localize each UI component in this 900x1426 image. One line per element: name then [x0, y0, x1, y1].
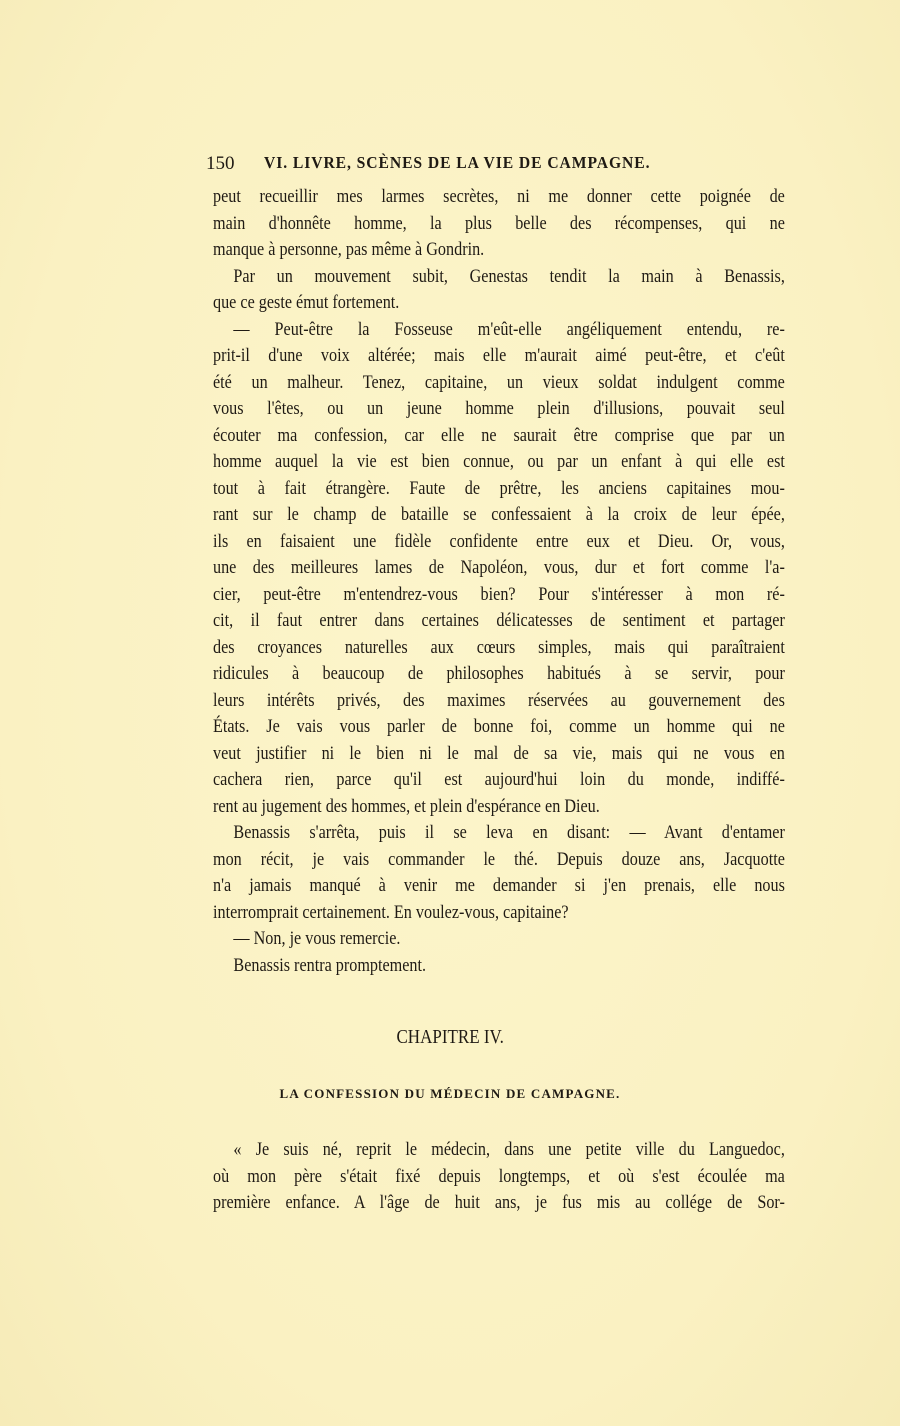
line-text: première enfance. A l'âge de huit ans, je fus mis au collége de Sor- [213, 1192, 785, 1213]
text-line [213, 211, 785, 238]
line-text: été un malheur. Tenez, capitaine, un vieux soldat indulgent comme [213, 371, 785, 393]
line-text: cier, peut-être m'entendrez-vous bien? Pour s'intéresser à mon ré- [213, 583, 785, 605]
line-text: rent au jugement des hommes, et plein d'espérance en Dieu. [213, 795, 600, 817]
running-title: VI. LIVRE, SCÈNES DE LA VIE DE CAMPAGNE. [264, 153, 651, 172]
line-text: que ce geste émut fortement. [213, 292, 400, 313]
text-line [213, 449, 785, 476]
text-line [213, 264, 785, 291]
text-line [213, 290, 785, 317]
line-text: ils en faisaient une fidèle confidente entre eux et Dieu. Or, vous, [213, 530, 785, 552]
paragraph [213, 926, 785, 953]
body-text-chapter [213, 1137, 785, 1217]
paragraph [213, 264, 785, 317]
chapter-subtitle: LA CONFESSION DU MÉDECIN DE CAMPAGNE. [279, 1086, 621, 1101]
line-text: homme auquel la vie est bien connue, ou par un enfant à qui elle est [213, 451, 785, 472]
line-text: interromprait certainement. En voulez-vous, capitaine? [213, 901, 569, 923]
text-line [213, 953, 785, 980]
chapter-title: CHAPITRE IV. [396, 1026, 504, 1048]
text-line [213, 343, 785, 370]
line-text: cachera rien, parce qu'il est aujourd'hui loin du monde, indiffé- [213, 769, 785, 790]
running-header [206, 153, 806, 179]
line-text: mon récit, je vais commander le thé. Depuis douze ans, Jacquotte [213, 848, 785, 870]
line-text: des croyances naturelles aux cœurs simples, mais qui paraîtraient [213, 636, 785, 658]
text-line [213, 794, 785, 821]
text-line [213, 396, 785, 423]
paragraph [213, 820, 785, 926]
text-line [213, 502, 785, 529]
line-text: veut justifier ni le bien ni le mal de sa vie, mais qui ne vous en [213, 742, 785, 764]
line-text: écouter ma confession, car elle ne saurait être comprise que par un [213, 424, 785, 446]
line-text: main d'honnête homme, la plus belle des récompenses, qui ne [213, 212, 785, 234]
line-text: États. Je vais vous parler de bonne foi, comme un homme qui ne [213, 716, 785, 737]
text-line [213, 476, 785, 503]
line-text: — Peut-être la Fosseuse m'eût-elle angéliquement entendu, re- [233, 318, 785, 340]
line-text: tout à fait étrangère. Faute de prêtre, les anciens capitaines mou- [213, 477, 785, 499]
line-text: où mon père s'était fixé depuis longtemps, et où s'est écoulée ma [213, 1165, 785, 1187]
line-text: cit, il faut entrer dans certaines délicatesses de sentiment et partager [213, 610, 785, 631]
line-text: leurs intérêts privés, des maximes réservées au gouvernement des [213, 689, 785, 711]
text-line [213, 529, 785, 556]
line-text: rant sur le champ de bataille se confessaient à la croix de leur épée, [213, 504, 785, 525]
line-text: peut recueillir mes larmes secrètes, ni me donner cette poignée de [213, 186, 785, 207]
text-line [213, 608, 785, 635]
text-line [213, 423, 785, 450]
text-line [213, 741, 785, 768]
text-line [213, 370, 785, 397]
text-line [213, 900, 785, 927]
text-line [213, 1190, 785, 1217]
text-line [213, 184, 785, 211]
line-text: ridicules à beaucoup de philosophes habitués à se servir, pour [213, 663, 785, 684]
paragraph [213, 953, 785, 980]
line-text: vous l'êtes, ou un jeune homme plein d'illusions, pouvait seul [213, 398, 785, 419]
text-line [213, 555, 785, 582]
paragraph [213, 317, 785, 821]
text-line [213, 661, 785, 688]
line-text: — Non, je vous remercie. [233, 928, 401, 949]
text-line [213, 317, 785, 344]
line-text: Benassis rentra promptement. [233, 954, 427, 976]
line-text: Par un mouvement subit, Genestas tendit la main à Benassis, [233, 265, 785, 287]
paragraph [213, 184, 785, 264]
text-line [213, 873, 785, 900]
line-text: « Je suis né, reprit le médecin, dans une petite ville du Languedoc, [233, 1139, 785, 1160]
text-line [213, 688, 785, 715]
line-text: manque à personne, pas même à Gondrin. [213, 239, 485, 260]
text-line [213, 820, 785, 847]
text-line [213, 847, 785, 874]
text-line [213, 635, 785, 662]
line-text: une des meilleures lames de Napoléon, vous, dur et fort comme l'a- [213, 557, 785, 578]
chapter-heading [0, 1026, 900, 1049]
text-line [213, 1164, 785, 1191]
text-line [213, 767, 785, 794]
text-line [213, 714, 785, 741]
line-text: prit-il d'une voix altérée; mais elle m'aurait aimé peut-être, et c'eût [213, 345, 785, 366]
page-number: 150 [206, 153, 235, 174]
text-line [213, 237, 785, 264]
line-text: n'a jamais manqué à venir me demander si j'en prenais, elle nous [213, 875, 785, 896]
text-line [213, 926, 785, 953]
paragraph [213, 1137, 785, 1217]
text-line [213, 1137, 785, 1164]
body-text-before-chapter [213, 184, 785, 979]
line-text: Benassis s'arrêta, puis il se leva en disant: — Avant d'entamer [233, 822, 785, 843]
text-line [213, 582, 785, 609]
